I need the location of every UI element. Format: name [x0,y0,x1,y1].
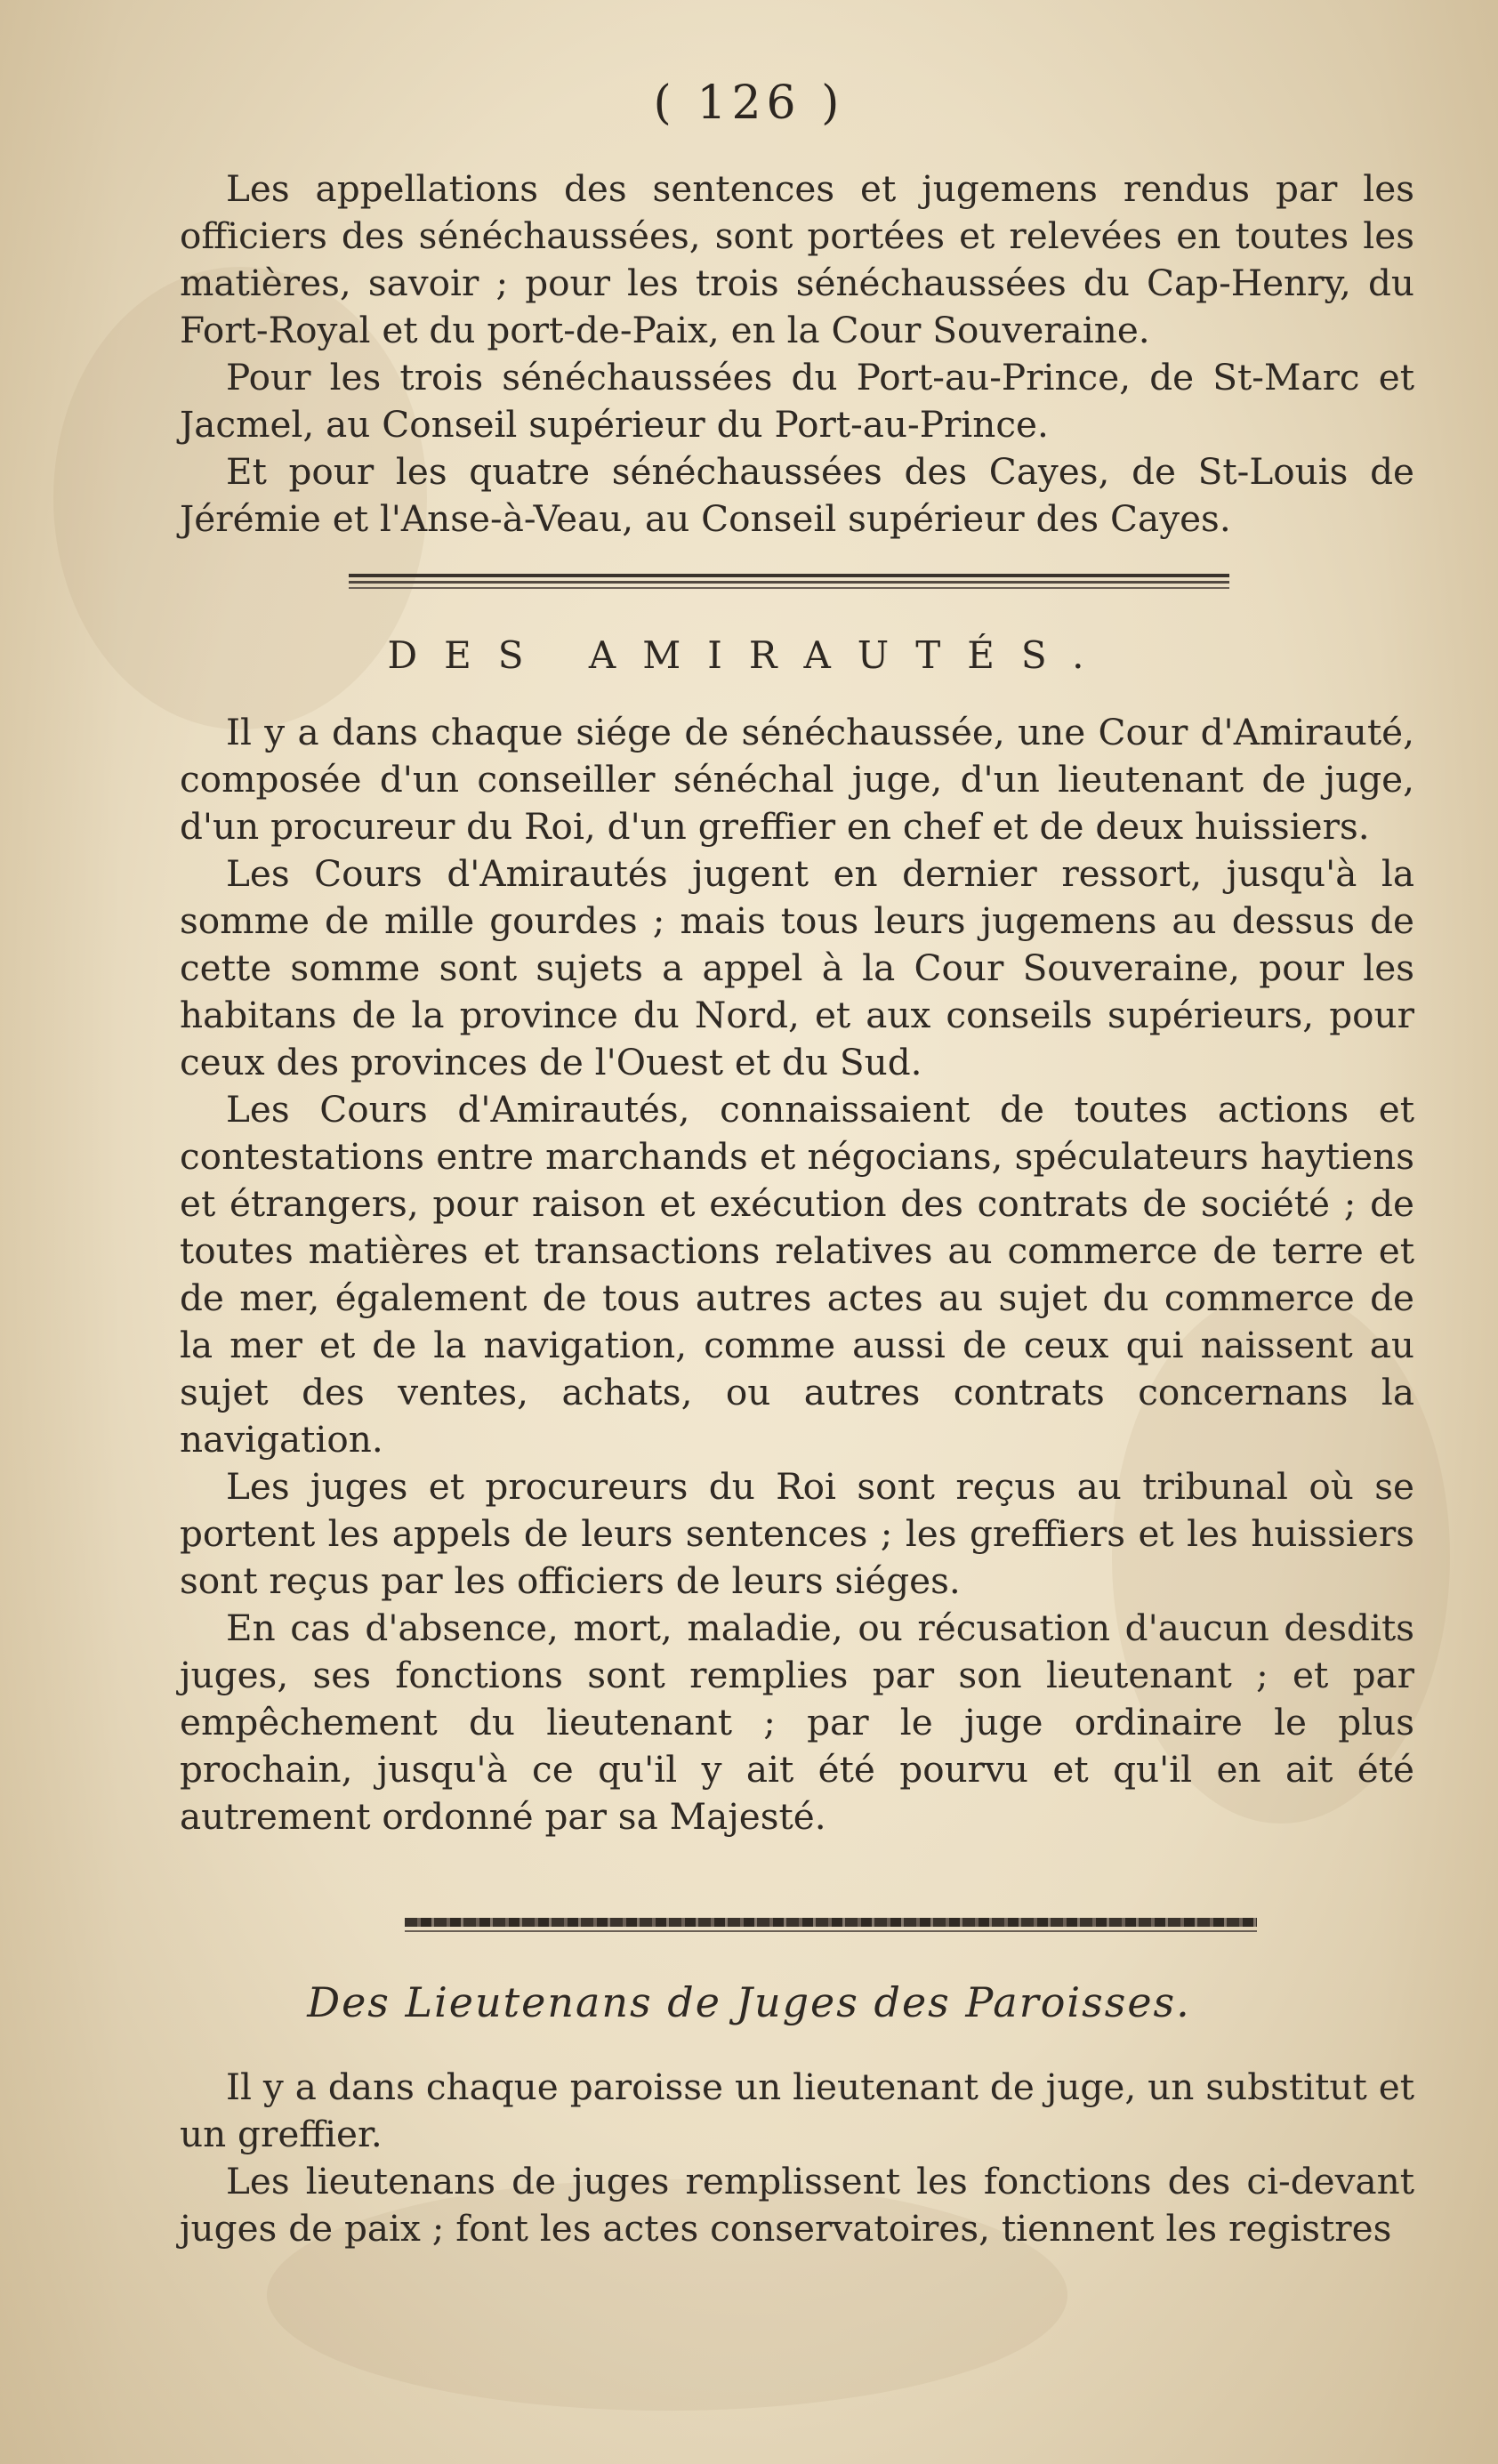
paragraph: Les lieutenans de juges remplissent les fonctions des ci-devant juges de paix ; font les actes conservatoires, tiennent les registres [180,2160,1414,2250]
appellations-section [180,165,1414,543]
page-number: ( 126 ) [653,76,845,130]
paragraph: En cas d'absence, mort, maladie, ou récusation d'aucun desdits juges, ses fonctions sont remplies par son lieutenant ; et par empêchement du lieutenant ; par le juge ordinaire le plus prochain, jusqu'à ce qu'il y ait été pourvu et qu'il en ait été autrement ordonné par sa Majesté. [180,1606,1414,1838]
section-heading-lieutenans: Des Lieutenans de Juges des Paroisses. [307,1978,1191,2026]
paragraph: Il y a dans chaque siége de sénéchaussée, une Cour d'Amirauté, composée d'un conseiller sénéchal juge, d'un lieutenant de juge, d'un procureur du Roi, d'un greffier en chef et de deux huissiers. [180,711,1414,848]
lieutenans-section [180,2064,1414,2252]
paragraph: Il y a dans chaque paroisse un lieutenant de juge, un substitut et un greffier. [180,2065,1414,2155]
paragraph: Et pour les quatre sénéchaussées des Cayes, de St-Louis de Jérémie et l'Anse-à-Veau, au Conseil supérieur des Cayes. [180,450,1414,540]
section-heading-amirautes: DES AMIRAUTÉS. [387,633,1111,677]
paragraph: Les Cours d'Amirautés, connaissaient de toutes actions et contestations entre marchands et négocians, spéculateurs haytiens et étrangers, pour raison et exécution des contrats de société ; de toutes matières et transactions relatives au commerce de terre et de mer, également de tous autres actes au sujet du commerce de la mer et de la navigation, comme aussi de ceux qui naissent au sujet des ventes, achats, ou autres contrats concernans la navigation. [180,1088,1414,1461]
paragraph: Pour les trois sénéchaussées du Port-au-Prince, de St-Marc et Jacmel, au Conseil supérieur du Port-au-Prince. [180,356,1414,446]
section-divider [405,1918,1257,1937]
paragraph: Les appellations des sentences et jugemens rendus par les officiers des sénéchaussées, sont portées et relevées en toutes les matières, savoir ; pour les trois sénéchaussées du Cap-Henry, du Fort-Royal et du port-de-Paix, en la Cour Souveraine. [180,167,1414,351]
section-divider [349,574,1229,592]
amirautes-section [180,709,1414,1840]
paragraph: Les juges et procureurs du Roi sont reçus au tribunal où se portent les appels de leurs sentences ; les greffiers et les huissiers sont reçus par les officiers de leurs siéges. [180,1465,1414,1602]
paragraph: Les Cours d'Amirautés jugent en dernier ressort, jusqu'à la somme de mille gourdes ; mais tous leurs jugemens au dessus de cette somme sont sujets a appel à la Cour Souveraine, pour les habitans de la province du Nord, et aux conseils supérieurs, pour ceux des provinces de l'Ouest et du Sud. [180,852,1414,1083]
